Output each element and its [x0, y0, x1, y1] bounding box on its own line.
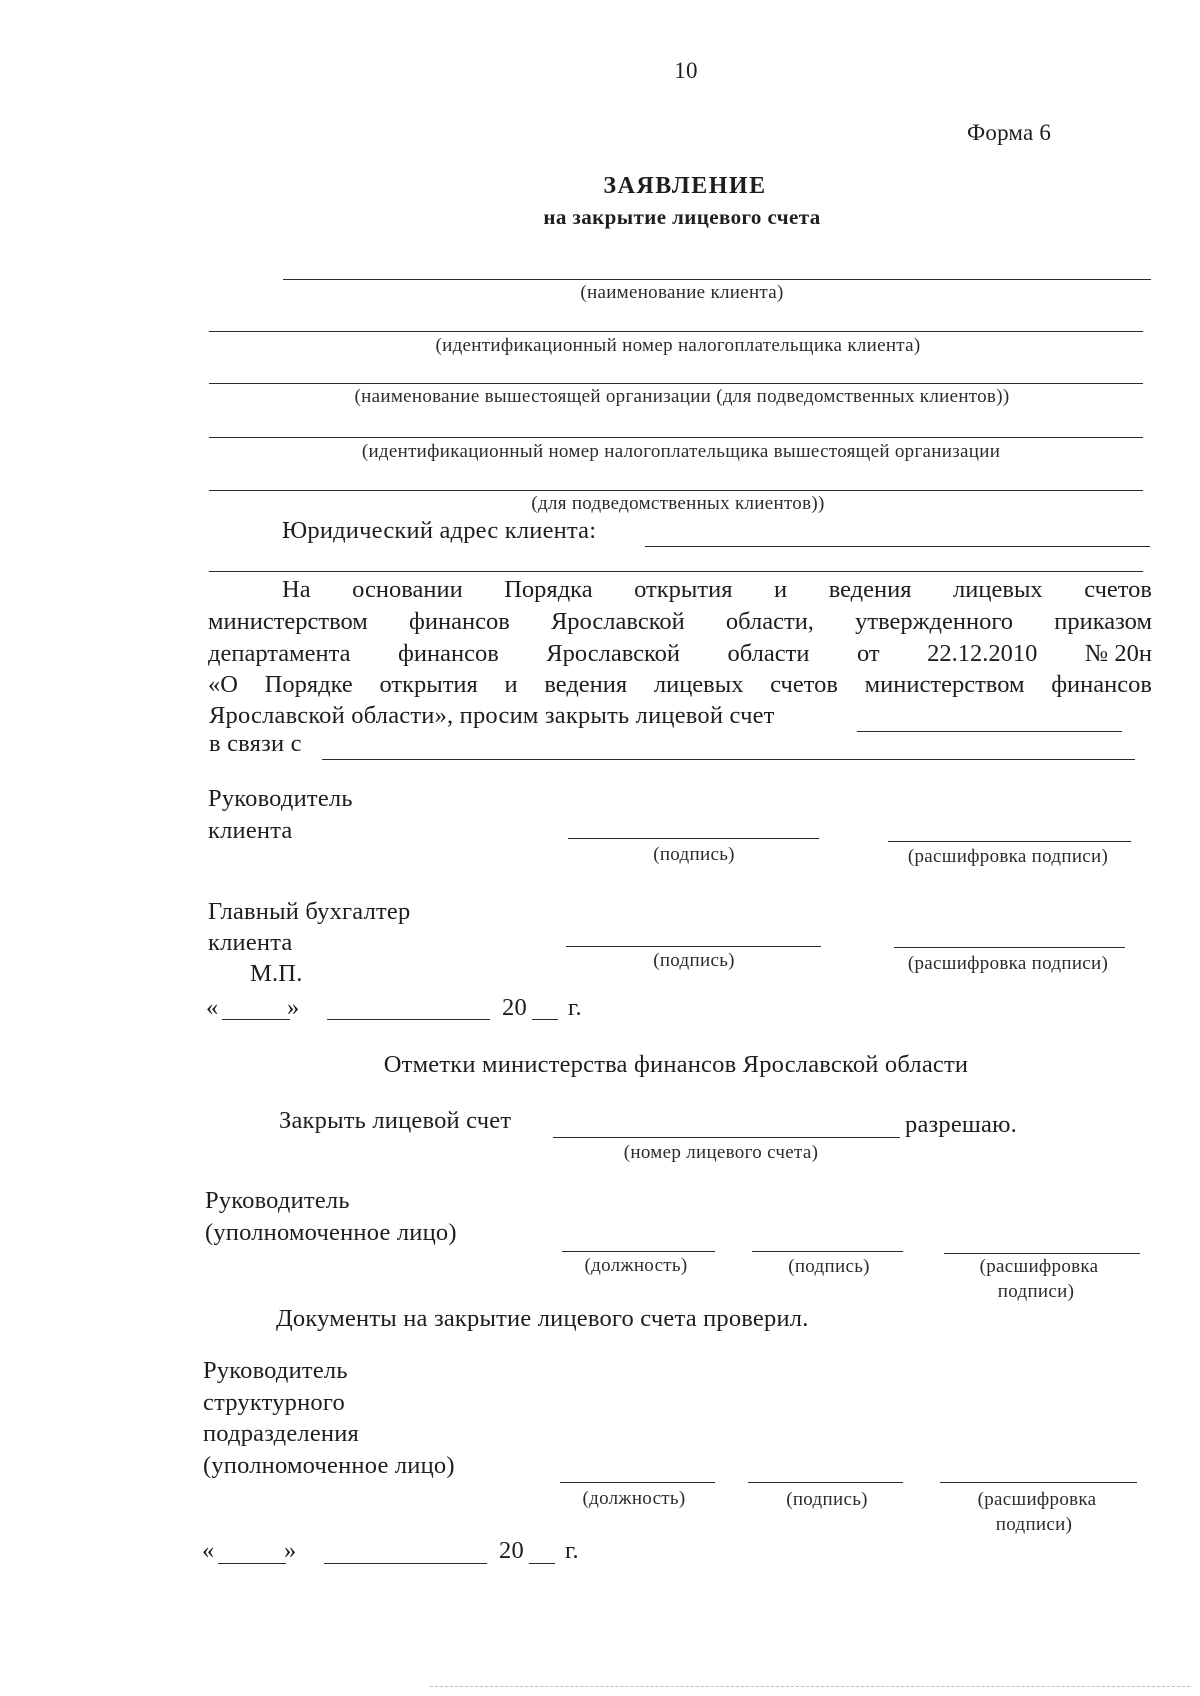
document-subtitle: на закрытие лицевого счета — [543, 205, 821, 229]
client-name-field[interactable] — [283, 279, 1151, 280]
head-client-decoding-field[interactable] — [888, 841, 1131, 842]
ministry-head-signature-caption: (подпись) — [788, 1256, 870, 1277]
chief-accountant-label-2: клиента — [208, 929, 293, 956]
chief-accountant-signature-field[interactable] — [566, 946, 821, 947]
parent-org-name-caption: (наименование вышестоящей организации (для подведомственных клиентов)) — [354, 386, 1010, 407]
paragraph-line-3: департамента финансов Ярославской области от 22.12.2010 № 20н — [208, 640, 1152, 667]
parent-org-inn-caption-1: (идентификационный номер налогоплательщика вышестоящей организации — [361, 441, 1001, 462]
ministry-head-label-2: (уполномоченное лицо) — [205, 1219, 457, 1246]
paragraph-line-6: в связи с — [209, 730, 302, 757]
head-client-label-1: Руководитель — [208, 785, 353, 812]
stamp-label: М.П. — [250, 960, 303, 987]
structural-head-decoding-caption-2: подписи) — [995, 1514, 1073, 1535]
structural-head-signature-caption: (подпись) — [786, 1489, 868, 1510]
date-year-field[interactable] — [532, 1019, 558, 1020]
close-account-number-field[interactable] — [553, 1137, 900, 1138]
paragraph-line-4: «О Порядке открытия и ведения лицевых счетов министерством финансов — [208, 671, 1152, 698]
date-year-prefix: 20 — [502, 994, 527, 1021]
head-client-label-2: клиента — [208, 817, 293, 844]
close-account-label: Закрыть лицевой счет — [279, 1107, 512, 1134]
date2-close-quote: » — [284, 1537, 297, 1564]
structural-head-label-2: структурного — [203, 1389, 345, 1416]
date2-day-field[interactable] — [218, 1563, 286, 1564]
ministry-head-decoding-caption-1: (расшифровка — [979, 1256, 1099, 1277]
client-inn-field[interactable] — [209, 331, 1143, 332]
paragraph-line-5: Ярославской области», просим закрыть лицевой счет — [209, 702, 775, 729]
ministry-head-decoding-caption-2: подписи) — [997, 1281, 1075, 1302]
structural-head-label-3: подразделения — [203, 1420, 360, 1447]
chief-accountant-decoding-caption: (расшифровка подписи) — [907, 953, 1109, 974]
parent-org-name-field[interactable] — [209, 383, 1143, 384]
parent-org-inn-field-2[interactable] — [209, 490, 1143, 491]
ministry-head-position-field[interactable] — [562, 1251, 715, 1252]
docs-checked-text: Документы на закрытие лицевого счета проверил. — [276, 1305, 809, 1332]
legal-address-field-2[interactable] — [209, 571, 1143, 572]
date2-month-field[interactable] — [324, 1563, 487, 1564]
structural-head-decoding-field[interactable] — [940, 1482, 1137, 1483]
date2-year-field[interactable] — [529, 1563, 555, 1564]
legal-address-field[interactable] — [645, 546, 1150, 547]
paragraph-line-1: На основании Порядка открытия и ведения лицевых счетов — [282, 576, 1152, 603]
structural-head-signature-field[interactable] — [748, 1482, 903, 1483]
ministry-head-label-1: Руководитель — [205, 1187, 350, 1214]
account-number-field[interactable] — [857, 731, 1122, 732]
reason-field[interactable] — [322, 759, 1135, 760]
ministry-head-signature-field[interactable] — [752, 1251, 903, 1252]
paragraph-line-2: министерством финансов Ярославской области, утвержденного приказом — [208, 608, 1152, 635]
document-title: ЗАЯВЛЕНИЕ — [603, 173, 767, 199]
chief-accountant-label-1: Главный бухгалтер — [208, 898, 411, 925]
date2-year-suffix: г. — [565, 1537, 579, 1564]
date2-year-prefix: 20 — [499, 1537, 524, 1564]
date-close-quote: » — [287, 994, 300, 1021]
parent-org-inn-field[interactable] — [209, 437, 1143, 438]
date-day-field[interactable] — [222, 1019, 290, 1020]
date-open-quote: « — [206, 994, 219, 1021]
head-client-signature-caption: (подпись) — [653, 844, 735, 865]
date-month-field[interactable] — [327, 1019, 490, 1020]
client-inn-caption: (идентификационный номер налогоплательщика клиента) — [435, 335, 921, 356]
structural-head-label-4: (уполномоченное лицо) — [203, 1452, 455, 1479]
close-account-suffix: разрешаю. — [905, 1111, 1017, 1138]
client-name-caption: (наименование клиента) — [580, 282, 784, 303]
structural-head-position-field[interactable] — [560, 1482, 715, 1483]
parent-org-inn-caption-2: (для подведомственных клиентов)) — [531, 493, 825, 514]
ministry-head-position-caption: (должность) — [584, 1255, 688, 1276]
head-client-decoding-caption: (расшифровка подписи) — [907, 846, 1109, 867]
structural-head-decoding-caption-1: (расшифровка — [977, 1489, 1097, 1510]
scan-artifact-line — [430, 1686, 1190, 1687]
date-year-suffix: г. — [568, 994, 582, 1021]
form-label: Форма 6 — [967, 120, 1052, 145]
legal-address-label: Юридический адрес клиента: — [282, 517, 597, 544]
page-number: 10 — [674, 58, 698, 83]
head-client-signature-field[interactable] — [568, 838, 819, 839]
ministry-heading: Отметки министерства финансов Ярославской области — [383, 1051, 969, 1078]
chief-accountant-signature-caption: (подпись) — [653, 950, 735, 971]
account-number-caption: (номер лицевого счета) — [623, 1142, 819, 1163]
date2-open-quote: « — [202, 1537, 215, 1564]
structural-head-position-caption: (должность) — [582, 1488, 686, 1509]
structural-head-label-1: Руководитель — [203, 1357, 348, 1384]
chief-accountant-decoding-field[interactable] — [894, 947, 1125, 948]
ministry-head-decoding-field[interactable] — [944, 1253, 1140, 1254]
